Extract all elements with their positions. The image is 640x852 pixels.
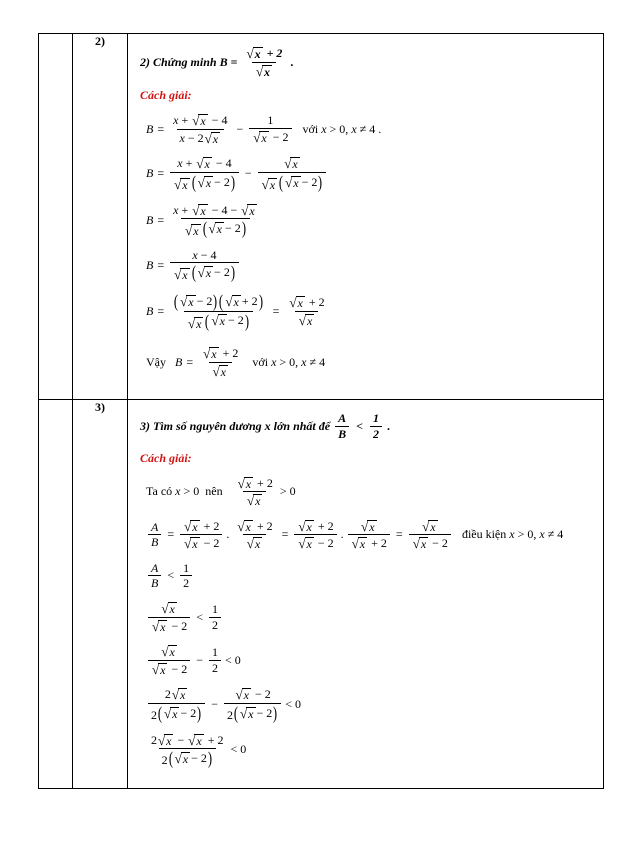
math-line-3-7	[146, 733, 595, 767]
math-line-2-2	[146, 156, 595, 191]
equals-sign: =	[395, 527, 403, 542]
fraction-denominator: √ x ( √ x − 2 )	[184, 311, 253, 331]
condition-text: điều kiện x > 0, x ≠ 4	[461, 527, 564, 542]
question-2-prefix: 2) Chứng minh	[140, 54, 217, 69]
fraction-numerator: √ x + 2	[237, 475, 273, 491]
condition-text: với x > 0, x ≠ 4 .	[302, 121, 382, 136]
fraction-denominator: √ x	[295, 311, 318, 328]
fraction-AB	[148, 562, 161, 590]
fraction-denominator: √ x + 2	[348, 534, 390, 551]
fraction-denominator: √ x − 2	[148, 617, 190, 634]
math-line-3-1	[146, 476, 595, 508]
fraction	[199, 346, 241, 378]
fraction-denominator: √ x − 2	[409, 534, 451, 551]
fraction-numerator: 1	[372, 411, 379, 426]
fraction-numerator: √ x + 2	[184, 518, 220, 534]
equals-sign: =	[186, 354, 194, 369]
lhs-B: B	[146, 303, 154, 318]
fraction	[234, 476, 276, 508]
fraction-denominator: 2 ( √ x − 2 )	[148, 703, 205, 722]
dot-operator: .	[340, 527, 344, 542]
fraction-numerator: x − 4	[192, 247, 217, 262]
math-line-3-5	[146, 644, 595, 676]
fraction-denominator: √ x ( √ x − 2 )	[170, 262, 239, 282]
fraction	[148, 601, 190, 633]
less-than-sign: <	[167, 568, 175, 583]
fraction-denominator: √ x ( √ x − 2 )	[258, 172, 327, 192]
fraction	[180, 562, 192, 590]
fraction	[148, 687, 205, 724]
fraction-AB	[148, 521, 161, 549]
fraction-numerator: √ x	[161, 644, 175, 660]
fraction-numerator: A	[151, 560, 159, 575]
dot-operator: .	[226, 527, 230, 542]
fraction-numerator: 2 √ x	[164, 687, 186, 703]
fraction-numerator: 1	[212, 602, 219, 617]
fraction-denominator: √ x ( √ x − 2 )	[170, 172, 239, 192]
fraction-numerator: A	[338, 411, 347, 426]
line-tail: < 0	[225, 652, 241, 667]
fraction-numerator: √ x − 2	[235, 687, 271, 703]
fraction-denominator: x − 2 √ x	[177, 129, 225, 146]
minus-sign: −	[211, 696, 219, 711]
fraction-numerator: x + √ x − 4	[173, 113, 228, 129]
solution-label-2: Cách giải:	[140, 88, 192, 103]
equals-sign: =	[272, 303, 280, 318]
question-2-fraction	[242, 46, 285, 78]
less-than-sign: <	[356, 418, 363, 433]
fraction-numerator: √ x + 2	[289, 295, 325, 311]
fraction-denominator: √ x − 2	[148, 660, 190, 677]
table-row	[39, 34, 604, 400]
minus-sign: −	[244, 166, 252, 181]
math-line-2-4	[146, 249, 595, 282]
fraction	[294, 519, 336, 551]
question-3-fraction-AB	[335, 412, 349, 440]
math-line-3-2	[146, 519, 595, 551]
fraction-denominator: √ x − 2	[294, 534, 336, 551]
fraction	[348, 519, 390, 551]
fraction-numerator: 2 √ x − √ x + 2	[151, 732, 224, 748]
row2-index: 2)	[73, 34, 128, 400]
fraction-denominator: 2	[370, 426, 382, 441]
fraction	[233, 519, 275, 551]
question-3	[140, 412, 595, 440]
line-tail: < 0	[285, 696, 302, 711]
fraction-numerator: x + √ x − 4 − √ x	[173, 202, 255, 218]
row2-content	[128, 34, 604, 400]
minus-sign: −	[196, 652, 204, 667]
fraction	[170, 249, 239, 282]
row3-col-empty	[39, 400, 73, 789]
fraction-numerator: √ x + 2	[203, 346, 239, 362]
fraction	[224, 687, 281, 724]
fraction-numerator: ( √ x − 2 ) ( √ x + 2 )	[174, 290, 263, 311]
lhs-B: B	[146, 212, 154, 227]
equals-sign: =	[157, 121, 165, 136]
equals-sign: =	[157, 212, 165, 227]
fraction-denominator: B	[148, 575, 161, 590]
math-line-2-3	[146, 203, 595, 238]
fraction-numerator: 1	[183, 560, 190, 575]
fraction-denominator: 2	[180, 575, 192, 590]
fraction-numerator: 1	[267, 113, 274, 128]
fraction-numerator: √ x + 2	[237, 518, 273, 534]
fraction-numerator: x + √ x − 4	[177, 156, 232, 172]
solution-table	[38, 33, 604, 789]
question-2	[140, 46, 595, 78]
fraction	[170, 156, 239, 191]
lhs-B: B	[146, 257, 154, 272]
equals-sign: =	[157, 303, 165, 318]
sqrt-icon: √ x	[246, 46, 261, 61]
fraction	[285, 295, 327, 327]
equals-sign: =	[167, 527, 175, 542]
fraction-numerator: √ x	[284, 156, 298, 172]
fraction	[170, 203, 261, 238]
fraction-denominator: √ x	[243, 491, 266, 508]
line-tail: > 0	[279, 484, 296, 498]
equals-sign: =	[157, 166, 165, 181]
math-line-3-3	[146, 562, 595, 590]
row3-index: 3)	[73, 400, 128, 789]
fraction-denominator: √ x	[243, 534, 266, 551]
question-3-period: .	[386, 418, 390, 433]
fraction-denominator: 2	[209, 660, 221, 675]
condition-text: với x > 0, x ≠ 4	[252, 354, 326, 369]
math-line-2-5	[146, 290, 595, 331]
lhs-B: B	[175, 354, 183, 369]
fraction-numerator: 1	[212, 645, 219, 660]
fraction-denominator: B	[335, 426, 349, 441]
row2-col-empty	[39, 34, 73, 400]
fraction-numerator: √ x	[161, 601, 175, 617]
question-3-fraction-half	[370, 412, 382, 440]
line-lead: Ta có x > 0 nên	[146, 484, 223, 498]
question-2-equals: =	[230, 54, 238, 69]
fraction	[148, 644, 190, 676]
fraction-denominator	[252, 62, 276, 79]
solution-label-3: Cách giải:	[140, 450, 192, 465]
fraction-numerator: √ x + 2	[246, 46, 283, 61]
math-line-2-6	[146, 346, 595, 378]
math-line-3-6	[146, 687, 595, 724]
line-tail: < 0	[230, 742, 247, 757]
fraction-denominator: 2	[209, 617, 221, 632]
fraction	[209, 646, 221, 674]
conclusion-lead: Vậy	[146, 354, 166, 369]
fraction-denominator: √ x	[209, 362, 232, 379]
fraction	[148, 733, 227, 767]
equals-sign: =	[157, 257, 165, 272]
fraction	[249, 114, 291, 144]
fraction	[170, 290, 267, 331]
lhs-B: B	[146, 166, 154, 181]
less-than-sign: <	[196, 609, 204, 624]
question-3-prefix: 3) Tìm số nguyên dương x lớn nhất để	[140, 418, 331, 433]
table-row	[39, 400, 604, 789]
fraction-denominator: 2 ( √ x − 2 )	[224, 703, 281, 722]
equals-sign: =	[281, 527, 289, 542]
question-2-B: B	[219, 54, 228, 69]
question-2-period: .	[290, 54, 294, 69]
row3-content	[128, 400, 604, 789]
fraction-numerator: √ x	[422, 518, 436, 534]
minus-sign: −	[236, 121, 244, 136]
fraction-denominator: √ x ( √ x − 2 )	[181, 218, 250, 238]
fraction	[258, 156, 327, 191]
math-line-2-1	[146, 113, 595, 145]
fraction	[180, 519, 222, 551]
fraction-denominator: 2 ( √ x − 2 )	[159, 748, 216, 767]
fraction	[170, 113, 230, 145]
fraction	[409, 519, 451, 551]
fraction-denominator: √ x − 2	[180, 534, 222, 551]
fraction-numerator: √ x + 2	[298, 518, 334, 534]
math-line-3-4	[146, 601, 595, 633]
sqrt-icon: √ x	[255, 63, 270, 79]
fraction	[209, 603, 221, 631]
fraction-denominator: B	[148, 534, 161, 549]
fraction-denominator: √ x − 2	[249, 128, 291, 145]
fraction-numerator: A	[151, 519, 159, 534]
fraction-numerator: √ x	[361, 518, 375, 534]
lhs-B: B	[146, 121, 154, 136]
